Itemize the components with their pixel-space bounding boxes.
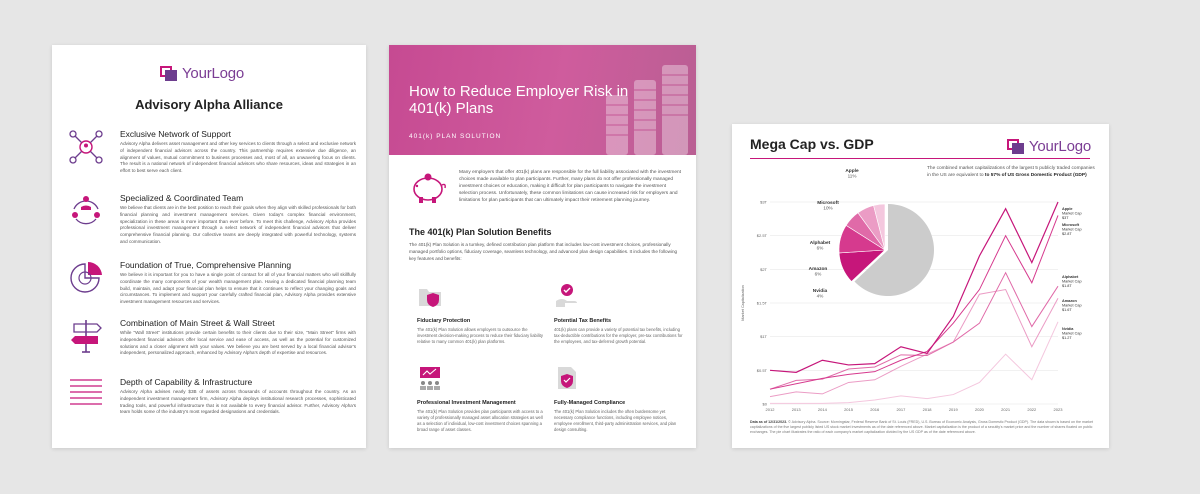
pie-chart-icon [68, 260, 104, 296]
series-end-label-line: Market Cap [1062, 227, 1082, 232]
y-tick-label: $1.5T [756, 300, 767, 306]
logo-icon [160, 66, 178, 82]
series-end-label-line: Market Cap [1062, 211, 1082, 216]
benefit-body: The 401(k) Plan Solution includes the often burdensome yet necessary compliance functions, including employee notices, employee enrollment, third-party administration services, and plan design consulting. [554, 409, 677, 432]
pie-value-label: 10% [823, 205, 833, 211]
pie-category-label: Nvidia [812, 289, 828, 294]
x-tick-label: 2018 [922, 407, 932, 412]
feature-title: Depth of Capability & Infrastructure [120, 377, 253, 387]
series-end-label [1062, 327, 1082, 340]
feature-title: Foundation of True, Comprehensive Planning [120, 260, 292, 270]
series-end-label [1062, 223, 1082, 236]
piggy-bank-icon [407, 171, 447, 205]
401k-plan-flyer [389, 45, 696, 448]
y-tick-label: $1T [760, 334, 767, 340]
series-end-label [1062, 207, 1082, 220]
series-end-label-line: Amazon [1062, 299, 1077, 303]
pie-category-label: Amazon [808, 267, 828, 272]
pie-value-label: 6% [814, 271, 822, 277]
source-date: Data as of 12/31/2023. [750, 420, 788, 424]
series-end-label [1062, 275, 1082, 288]
series-end-label-line: $1.6T [1062, 308, 1072, 313]
benefit-compliance [554, 365, 684, 433]
intro-paragraph: Many employers that offer 401(k) plans are responsible for the full liability associated with the investment choices made available to plan participants. Further, many plans do not offer professionally managed investment choices or education, making it difficult for plan participants to navigate the investment selection process. Unfortunately, these common limitations can cause increased risk for employers and limitations for plan participants that can ultimately impact their retirement planning journey. [459, 170, 682, 203]
team-presentation-icon [417, 365, 443, 391]
chart-subtitle-emphasis: to 57% of US Gross Domestic Product (GDP) [984, 172, 1087, 178]
chart-title: Mega Cap vs. GDP [750, 136, 874, 152]
series-end-label-line: Microsoft [1062, 223, 1080, 227]
feature-title: Exclusive Network of Support [120, 129, 232, 139]
benefit-body: 401(k) plans can provide a variety of potential tax benefits, including tax-deductible contributions for the employer, pre-tax contributions for the employees, and tax-deferred growth potential. [554, 327, 683, 344]
hand-check-icon [554, 283, 580, 309]
series-end-label [1062, 299, 1082, 312]
logo-text: YourLogo [182, 65, 245, 82]
series-end-label-line: $1.2T [1062, 336, 1072, 341]
series-end-label-line: Nvidia [1062, 327, 1074, 331]
layers-icon [68, 377, 104, 413]
series-end-label-line: Alphabet [1062, 275, 1079, 279]
y-axis-label: Market Capitalization [741, 285, 745, 321]
feature-title: Combination of Main Street & Wall Street [120, 318, 275, 328]
y-tick-label: $3T [760, 199, 767, 205]
pie-value-label: 11% [847, 173, 857, 179]
y-tick-label: $0.5T [756, 367, 767, 373]
series-end-label-line: $2.8T [1062, 232, 1072, 237]
logo-text: YourLogo [1028, 138, 1091, 155]
chart-subtitle-text: The combined market capitalizations of the largest 5 publicly traded companies in the US are equivalent to [927, 166, 1095, 178]
brand-logo [1007, 138, 1091, 155]
x-tick-label: 2019 [948, 407, 958, 412]
x-tick-label: 2016 [870, 407, 880, 412]
benefits-heading: The 401(k) Plan Solution Benefits [409, 227, 552, 237]
feature-title: Specialized & Coordinated Team [120, 193, 244, 203]
benefit-tax [554, 283, 684, 345]
x-tick-label: 2012 [765, 407, 775, 412]
mega-cap-chart-sheet [732, 124, 1109, 448]
x-tick-label: 2021 [1001, 407, 1011, 412]
benefit-title: Potential Tax Benefits [554, 318, 612, 324]
x-tick-label: 2017 [896, 407, 906, 412]
x-tick-label: 2013 [791, 407, 801, 412]
x-tick-label: 2020 [975, 407, 984, 412]
network-icon [68, 129, 104, 165]
series-line-nvidia [770, 322, 1058, 403]
benefit-investment-management [417, 365, 547, 433]
pie-category-label: Microsoft [817, 201, 839, 206]
chart-subtitle [927, 166, 1097, 179]
hero-banner [389, 45, 696, 155]
folder-shield-icon [417, 283, 443, 309]
pie-category-label: Alphabet [809, 241, 831, 246]
source-text: © Advisory Alpha. Source: Morningstar, Federal Reserve Bank of St. Louis (FRED), U.S. Bureau of Economic Analysis, Gross Domestic Product (GDP). The data shown is based on the market capitalizations of the five largest publicly listed US stock market investments as of the date referenced above. Market capitalization is the product of a secutity's market price and the number of shares floated on public exchanges. The pie chart illustrates the ratio of each company's market capitalization divided by the US GDP as of the date referenced above. [750, 420, 1093, 434]
benefit-title: Fiduciary Protection [417, 318, 471, 324]
series-end-label-line: Market Cap [1062, 279, 1082, 284]
feature-body: Advisory Alpha advises nearly $3B of assets across thousands of accounts throughout the country. As an independent investment management firm, Advisory Alpha deploys institutional research processes, sophisticated trading tools, and powerful infrastructure that is not available to every financial advisor. Further, Advisory Alpha's team holds some of the industry's most regarded designations and credentials. [120, 389, 356, 415]
flyer-title: How to Reduce Employer Risk in 401(k) Plans [409, 83, 629, 117]
team-icon [68, 193, 104, 229]
y-tick-label: $2.5T [756, 233, 767, 239]
benefit-body: The 401(k) Plan Solution allows employers to outsource the investment decision-making process to reduce their fiduciary liability relative to many common 401(k) plan platforms. [417, 327, 543, 344]
benefit-title: Fully-Managed Compliance [554, 400, 626, 406]
logo-icon [1007, 139, 1025, 155]
series-end-label-line: Apple [1062, 207, 1073, 211]
chart-source-note [750, 420, 1100, 435]
x-tick-label: 2014 [817, 407, 827, 412]
signpost-icon [68, 318, 104, 354]
series-end-label-line: $1.8T [1062, 284, 1072, 289]
benefit-fiduciary [417, 283, 547, 345]
y-tick-label: $2T [760, 266, 767, 272]
feature-body: We believe that clients are in the best position to reach their goals when they align with skilled professionals for both financial planning and investment management services. Given today's complex financial environment, specialization in these areas is more important than ever before. To meet this challenge, Advisory Alpha provides professional investment management through a select network of independent financial advisors that deliver comprehensive financial planning. Our collective teams are deeply integrated with powerful technology, systems and communication. [120, 205, 356, 244]
benefit-title: Professional Investment Management [417, 400, 516, 406]
advisory-alpha-flyer [52, 45, 366, 448]
series-end-label-line: $3T [1062, 216, 1069, 221]
x-tick-label: 2015 [844, 407, 853, 412]
flyer-subtitle: 401(k) PLAN SOLUTION [409, 133, 502, 140]
feature-body: We believe it is important for you to have a single point of contact for all of your financial matters who will skillfully coordinate the many components of your wealth management plan. Having a dedicated financial planning team build, maintain, and adapt your financial plan helps to ensure that it continues to reflect your changing goals and circumstances. To implement and support your carefully crafted financial plan, Advisory Alpha provides extensive investment management resources and services. [120, 272, 356, 305]
document-shield-icon [554, 365, 580, 391]
series-end-label-line: Market Cap [1062, 303, 1082, 308]
brand-logo [160, 65, 244, 82]
flyer-title: Advisory Alpha Alliance [135, 97, 283, 112]
x-tick-label: 2023 [1053, 407, 1063, 412]
x-tick-label: 2022 [1027, 407, 1037, 412]
series-end-label-line: Market Cap [1062, 331, 1082, 336]
benefit-body: The 401(k) Plan Solution provides plan participants with access to a variety of professionally managed asset allocation strategies as well as a selection of individual, low-cost investment choices spanning a broad range of asset classes. [417, 409, 543, 432]
feature-body: Advisory Alpha delivers asset management and other key services to clients through a select and exclusive network of independent financial advisors across the country. This partnership requires extensive due diligence, an alignment of values, mutual commitment to business processes and, most of all, an unwavering focus on clients. The result is a national network of independent financial advisors who share resources, ideas and strategies in an effort to best serve each client. [120, 141, 356, 174]
benefits-intro: The 401(k) Plan Solution is a turnkey, defined contribution plan platform that includes low-cost investment choices, professionally managed portfolio options, fiduciary coverage, seamless technology, and advanced plan design capabilities. It includes the following key features and benefits: [409, 242, 678, 261]
pie-category-label: Apple [845, 169, 859, 174]
y-tick-label: $0 [762, 401, 767, 407]
pie-value-label: 4% [816, 293, 824, 299]
title-rule [750, 158, 1090, 159]
feature-body: While "Wall Street" institutions provide certain benefits to their clients due to their size, "Main Street" firms with independent financial advisors offer local service and ease of access, as well as the potential for customized solutions and a closer alignment with your values. We believe you are best served by a local financial advisor's independent, personalized approach, enhanced by Advisory Alpha's depth of expertise and resources. [120, 330, 356, 356]
pie-value-label: 6% [816, 245, 824, 251]
